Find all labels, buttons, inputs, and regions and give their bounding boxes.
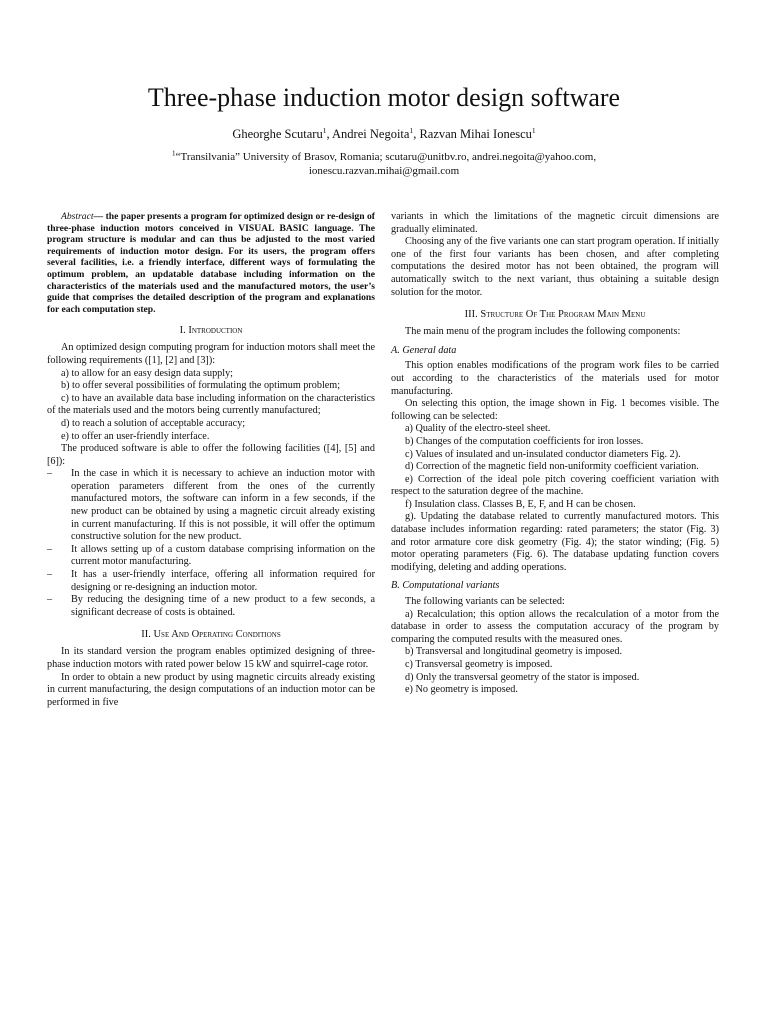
- paragraph: This option enables modifications of the program work files to be carried out according to the characteristics of the materials used for motor manufacturing.: [391, 360, 719, 397]
- right-column: [391, 211, 719, 697]
- paragraph: Choosing any of the five variants one can start program operation. If initially one of the first four variants has been chosen, and after completing computations the desired motor has not been obtained, the program will automatically switch to the next variant, thus obtaining a suitable design solution for the motor.: [391, 236, 719, 298]
- bullet-item: [47, 544, 375, 569]
- subsection-heading: A. General data: [391, 344, 457, 356]
- affiliation-marker: 1: [409, 125, 414, 135]
- paragraph: The produced software is able to offer the following facilities ([4], [5] and [6]):: [47, 443, 375, 467]
- list-item: b) Transversal and longitudinal geometry is imposed.: [405, 646, 623, 658]
- list-item: c) Values of insulated and un-insulated conductor diameters Fig. 2).: [405, 448, 681, 460]
- bullet-dash: –: [47, 543, 53, 555]
- requirement-item: a) to allow for an easy design data supply;: [61, 367, 234, 379]
- list-item: a) Quality of the electro-steel sheet.: [405, 423, 551, 435]
- bullet-item: [47, 594, 375, 619]
- list-item: f) Insulation class. Classes B, E, F, and H can be chosen.: [405, 498, 636, 510]
- list-item: e) No geometry is imposed.: [405, 684, 518, 696]
- paragraph: In its standard version the program enables optimized designing of three-phase induction motors with rated power below 15 kW and squirrel-cage rotor.: [47, 646, 375, 670]
- affiliation-block: [0, 150, 768, 178]
- author-name: Gheorghe Scutaru: [232, 127, 323, 141]
- left-column: [47, 211, 375, 709]
- list-item: e) Correction of the ideal pole pitch covering coefficient variation with respect to the saturation degree of the machine.: [391, 473, 719, 498]
- paragraph-continued: variants in which the limitations of the magnetic circuit dimensions are gradually eliminated.: [391, 211, 719, 235]
- paragraph: The main menu of the program includes the following components:: [405, 326, 681, 338]
- affiliation-marker: 1: [531, 125, 536, 135]
- list-item: b) Changes of the computation coefficients for iron losses.: [405, 435, 644, 447]
- requirement-item: e) to offer an user-friendly interface.: [61, 430, 210, 442]
- abstract-label: Abstract: [61, 211, 94, 222]
- author-name: Razvan Mihai Ionescu: [419, 127, 532, 141]
- affiliation-line: $^1$“Transilvania” University of Brasov, Romania; scutaru@unitbv.ro, andrei.negoita@yahoo.com,: [171, 148, 597, 163]
- bullet-dash: –: [47, 569, 53, 581]
- list-item: d) Only the transversal geometry of the stator is imposed.: [405, 671, 640, 683]
- bullet-text: By reducing the designing time of a new product to a few seconds, a significant decrease of costs is obtained.: [71, 594, 375, 618]
- paragraph: An optimized design computing program for induction motors shall meet the following requirements ([1], [2] and [3]):: [47, 342, 375, 366]
- bullet-item: [47, 569, 375, 594]
- affiliation-line: ionescu.razvan.mihai@gmail.com: [308, 165, 460, 177]
- bullet-dash: –: [47, 468, 53, 480]
- list-item: d) Correction of the magnetic field non-uniformity coefficient variation.: [405, 461, 699, 473]
- affiliation-marker: 1: [322, 125, 327, 135]
- list-item: c) Transversal geometry is imposed.: [405, 659, 553, 670]
- requirement-item: d) to reach a solution of acceptable accuracy;: [61, 417, 246, 429]
- section-heading: I. Introduction: [179, 325, 243, 337]
- section-heading: II. Use And Operating Conditions: [141, 629, 281, 641]
- affiliation-marker: 1: [171, 148, 176, 158]
- subsection-heading: B. Computational variants: [391, 580, 500, 592]
- bullet-item: [47, 468, 375, 544]
- bullet-text: In the case in which it is necessary to achieve an induction motor with operation parameters different from the ones of the currently manufactured motors, the software can inform in a few seconds, if the new product can be obtained by using a magnetic circuit already existing in current manufacturing. If this is not possible, it will offer the optimum constructive solution for the new product.: [71, 468, 375, 543]
- author-line: Gheorghe Scutaru$^1$, Andrei Negoita$^1$, Razvan Mihai Ionescu$^1$: [232, 125, 536, 141]
- author-name: Andrei Negoita: [332, 127, 410, 141]
- bullet-text: It allows setting up of a custom database comprising information on the current motor manufacturing.: [71, 543, 375, 568]
- abstract-text: — the paper presents a program for optimized design or re-design of three-phase induction motors conceived in VISUAL BASIC language. The program structure is modular and can thus be adjusted to the most varied requirements of induction motor design. For its users, the program offers several facilities, i.e. a friendly interface, different ways of formulating the optimum problem, an updatable database including information on the characteristics of the materials used and the manufactured motors, the user’s guide that comprises the detailed description of the program and explanations for each computation step.: [47, 211, 375, 315]
- list-item: a) Recalculation; this option allows the recalculation of a motor from the database in order to assess the computation accuracy of the program by comparing the computed results with the measured ones.: [391, 608, 719, 645]
- paper-title: Three-phase induction motor design software: [147, 83, 621, 113]
- section-heading: III. Structure Of The Program Main Menu: [464, 309, 646, 321]
- paragraph: The following variants can be selected:: [405, 596, 565, 608]
- requirement-item: b) to offer several possibilities of formulating the optimum problem;: [61, 380, 341, 392]
- list-item: g). Updating the database related to currently manufactured motors. This database includes information regarding: rated parameters; the stator (Fig. 3) and rotor armature core disk geometry (Fig. 4); the stator winding; (Fig. 5) motor operating parameters (Fig. 6). The database updating function covers modifying, deleting and adding operations.: [391, 511, 719, 573]
- abstract: [47, 211, 375, 315]
- bullet-dash: –: [47, 594, 53, 606]
- paragraph: In order to obtain a new product by using magnetic circuits already existing in current manufacturing, the design computations of an induction motor can be performed in five: [47, 671, 375, 708]
- requirement-item: c) to have an available data base including information on the characteristics of the materials used and the motors being currently manufactured;: [47, 392, 375, 417]
- paragraph: On selecting this option, the image shown in Fig. 1 becomes visible. The following can be selected:: [391, 398, 719, 422]
- bullet-text: It has a user-friendly interface, offering all information required for designing or re-designing an induction motor.: [71, 569, 375, 593]
